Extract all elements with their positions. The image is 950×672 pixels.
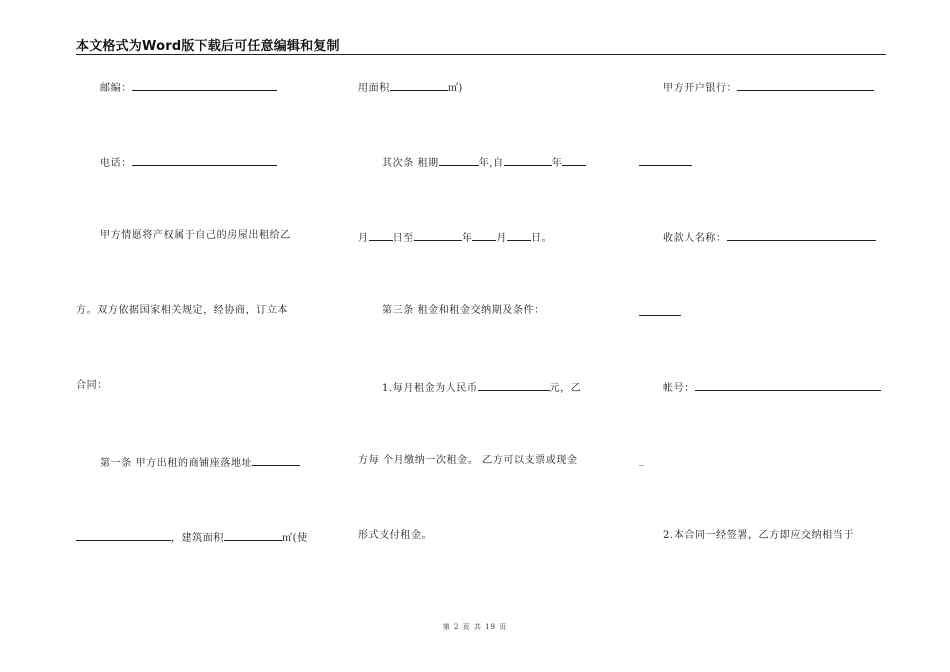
usable-area-label: 用面积 <box>358 83 390 94</box>
month-text: 月 <box>358 233 369 244</box>
bank-line <box>663 80 874 95</box>
end-day-blank <box>507 230 531 241</box>
payee-continuation-line <box>639 305 681 320</box>
postcode-label: 邮编： <box>100 83 132 94</box>
article-2-line <box>382 155 586 170</box>
month-text: 月 <box>496 233 508 244</box>
account-line <box>663 380 881 395</box>
year-text: 年 <box>461 233 473 244</box>
phone-label: 电话： <box>100 158 132 169</box>
bank-blank-2 <box>639 155 692 166</box>
article-1-area-line <box>76 530 308 545</box>
monthly-rent-label: 1.每月租金为人民币 <box>382 383 478 394</box>
monthly-rent-blank <box>478 380 550 391</box>
lease-dates-line <box>358 230 552 245</box>
payee-label: 收款人名称： <box>663 233 727 244</box>
building-area-blank <box>224 530 282 541</box>
postcode-blank <box>132 80 277 91</box>
start-month-blank <box>562 155 586 166</box>
rent-payment-line: 方每 个月缴纳一次租金。 乙方可以支票或现金 <box>358 455 578 466</box>
payee-blank-2 <box>639 305 681 316</box>
phone-line <box>100 155 277 170</box>
bank-blank <box>737 80 874 91</box>
lease-from-text: 年,自 <box>478 158 504 169</box>
article-2-label: 其次条 租期 <box>382 158 439 169</box>
paragraph-line: 合同： <box>76 380 108 391</box>
rent-payment-line: 形式支付租金。 <box>358 530 433 541</box>
account-label: 帐号： <box>663 383 695 394</box>
start-year-blank <box>504 155 552 166</box>
address-blank-2 <box>76 530 171 541</box>
usable-area-blank <box>390 80 448 91</box>
monthly-rent-line <box>382 380 581 395</box>
clause-2-line: 2.本合同一经签署，乙方即应交纳相当于 <box>663 530 854 541</box>
phone-blank <box>132 155 277 166</box>
page-number-footer: 第 2 页 共 19 页 <box>442 623 508 631</box>
usable-area-unit: ㎡) <box>447 83 463 94</box>
year-text: 年 <box>551 158 563 169</box>
rent-unit-text: 元，乙 <box>549 383 582 394</box>
address-blank <box>252 455 300 466</box>
day-end-text: 日。 <box>531 233 553 244</box>
day-to-text: 日至 <box>392 233 414 244</box>
account-continuation-line: _ <box>639 455 645 466</box>
bank-continuation-line <box>639 155 692 170</box>
paragraph-line: 甲方情愿将产权属于自己的房屋出租给乙 <box>100 230 291 241</box>
header-divider <box>76 54 886 55</box>
payee-blank <box>727 230 876 241</box>
bank-label: 甲方开户银行： <box>663 83 738 94</box>
paragraph-line: 方。双方依据国家相关规定，经协商，订立本 <box>76 305 288 316</box>
account-blank <box>695 380 881 391</box>
usable-area-line <box>358 80 463 95</box>
article-3-heading: 第三条 租金和租金交纳期及条件： <box>382 305 545 316</box>
end-year-blank <box>414 230 462 241</box>
page-header-title: 本文格式为Word版下载后可任意编辑和复制 <box>76 39 340 54</box>
article-1-text: 第一条 甲方出租的商铺座落地址 <box>100 458 253 469</box>
start-day-blank <box>369 230 393 241</box>
building-area-label: ，建筑面积 <box>171 533 224 544</box>
article-1-line <box>100 455 300 470</box>
payee-line <box>663 230 876 245</box>
lease-years-blank <box>439 155 479 166</box>
postcode-line <box>100 80 277 95</box>
end-month-blank <box>472 230 496 241</box>
building-area-unit: ㎡(使 <box>282 533 308 544</box>
